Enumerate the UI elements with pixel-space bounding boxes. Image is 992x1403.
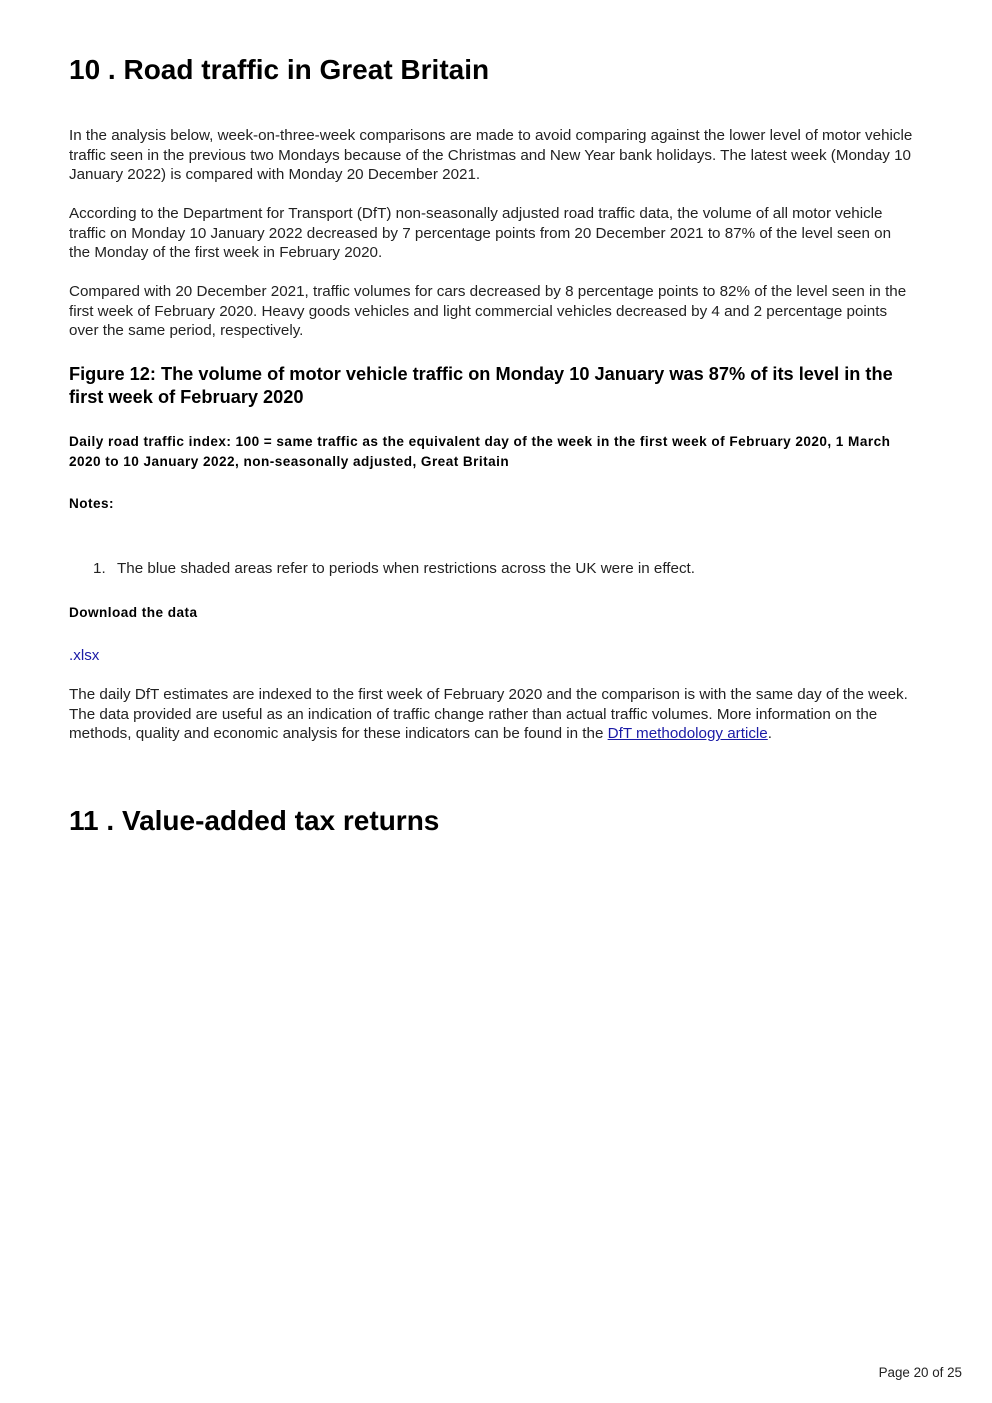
paragraph-dft-methodology [69, 685, 914, 744]
figure-title: Figure 12: The volume of motor vehicle traffic on Monday 10 January was 87% of its level in the first week of February 2020 [69, 364, 893, 407]
note-item [93, 559, 695, 579]
methodology-text: The daily DfT estimates are indexed to the first week of February 2020 and the comparison is with the same day of the week. The data provided are useful as an indication of traffic change rather than actual traffic volumes. More information on the methods, quality and economic analysis for these indicators can be found in the [69, 686, 908, 743]
note-text: The blue shaded areas refer to periods when restrictions across the UK were in effect. [117, 560, 695, 577]
download-data-heading: Download the data [69, 605, 198, 620]
download-xlsx-link[interactable]: .xlsx [69, 647, 100, 664]
figure-subtitle: Daily road traffic index: 100 = same traffic as the equivalent day of the week in the first week of February 2020, 1 March 2020 to 10 January 2022, non-seasonally adjusted, Great Britain [69, 434, 891, 469]
page-number: Page 20 of 25 [878, 1365, 962, 1380]
notes-heading: Notes: [69, 496, 114, 511]
section-heading-road-traffic: 10 . Road traffic in Great Britain [69, 54, 490, 85]
section-heading-vat-returns: 11 . Value-added tax returns [69, 805, 440, 836]
paragraph-analysis-method: In the analysis below, week-on-three-week comparisons are made to avoid comparing against the lower level of motor vehicle traffic seen in the previous two Mondays because of the Christmas and New Year bank holidays. The latest week (Monday 10 January 2022) is compared with Monday 20 December 2021. [69, 127, 913, 184]
paragraph-all-vehicles: According to the Department for Transport (DfT) non-seasonally adjusted road traffic data, the volume of all motor vehicle traffic on Monday 10 January 2022 decreased by 7 percentage points from 20 December 2021 to 87% of the level seen on the Monday of the first week in February 2020. [69, 205, 892, 262]
dft-methodology-link[interactable]: DfT methodology article [607, 725, 768, 743]
notes-list [93, 559, 695, 579]
paragraph-cars-hgv-lcv: Compared with 20 December 2021, traffic volumes for cars decreased by 8 percentage points to 82% of the level seen in the first week of February 2020. Heavy goods vehicles and light commercial vehicles decreased by 4 and 2 percentage points over the same period, respectively. [69, 283, 907, 340]
methodology-text-end: . [767, 725, 772, 743]
note-number: 1. [93, 560, 106, 577]
